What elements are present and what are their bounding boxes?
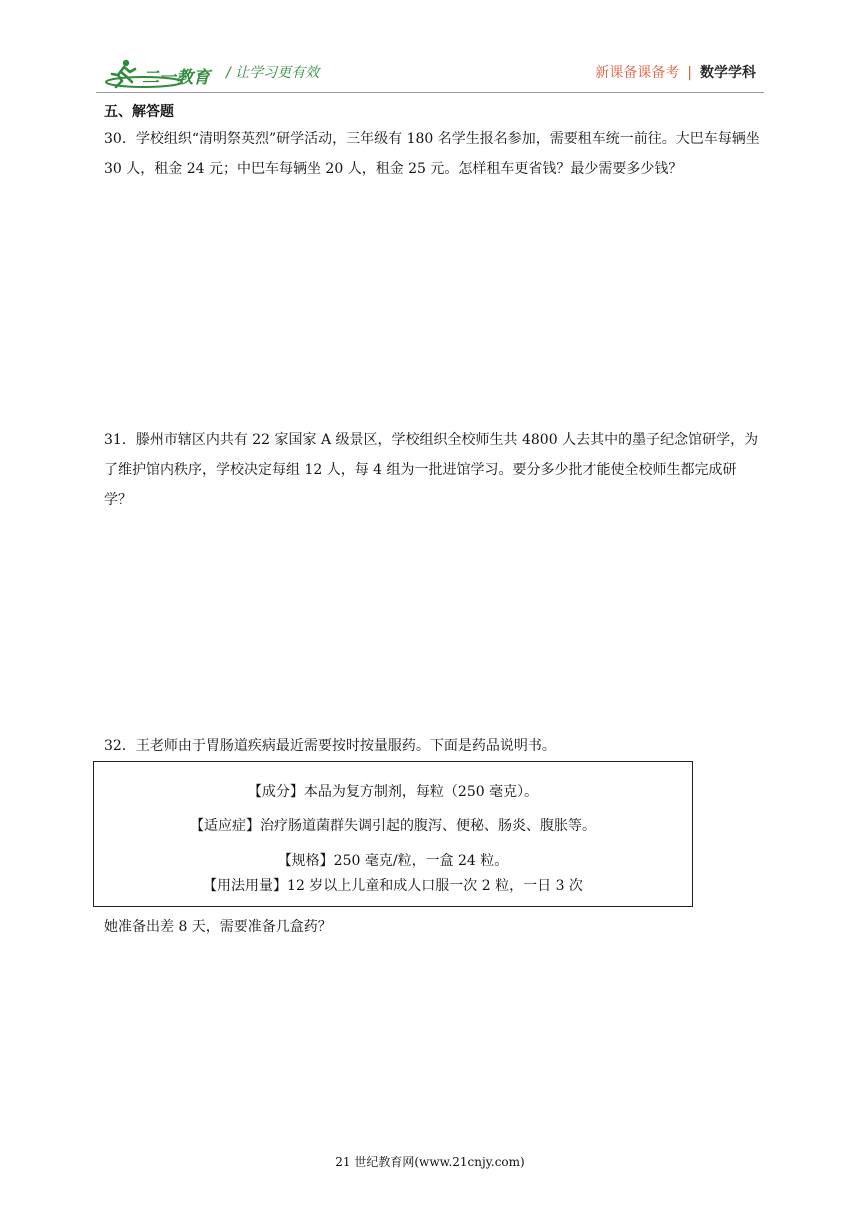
runner-logo-icon xyxy=(104,58,236,90)
medicine-specification: 【规格】250 毫克/粒，一盒 24 粒。 xyxy=(277,853,509,869)
page-footer: 21 世纪教育网(www.21cnjy.com) xyxy=(335,1155,525,1169)
medicine-ingredients: 【成分】本品为复方制剂，每粒（250 毫克）。 xyxy=(247,784,539,800)
medicine-dosage: 【用法用量】12 岁以上儿童和成人口服一次 2 粒，一日 3 次 xyxy=(203,878,583,894)
page-header xyxy=(96,52,764,92)
question-30: 30．学校组织“清明祭英烈”研学活动，三年级有 180 名学生报名参加，需要租车统一前往。大巴车每辆坐 30 人，租金 24 元；中巴车每辆坐 20 人，租金 25 元。怎样租车更省钱？最少需要多少钱？ xyxy=(104,131,760,177)
header-separator: | xyxy=(687,65,692,81)
logo xyxy=(104,58,236,90)
slogan: / 让学习更有效 xyxy=(226,65,320,81)
question-32-prompt: 她准备出差 8 天，需要准备几盒药？ xyxy=(104,919,332,935)
header-subtitle-left: 新课备课备考 xyxy=(595,65,680,81)
header-subtitle xyxy=(595,62,756,82)
header-divider xyxy=(96,92,764,93)
medicine-instructions-box xyxy=(93,761,693,907)
section-title: 五、解答题 xyxy=(104,104,174,120)
header-subtitle-right: 数学学科 xyxy=(700,65,756,81)
question-32-intro: 32．王老师由于胃肠道疾病最近需要按时按量服药。下面是药品说明书。 xyxy=(104,738,556,754)
question-31: 31．滕州市辖区内共有 22 家国家 A 级景区，学校组织全校师生共 4800 人去其中的墨子纪念馆研学，为了维护馆内秩序，学校决定每组 12 人，每 4 组为一批进馆学习。要分多少批才能使全校师生都完成研学？ xyxy=(104,432,759,508)
medicine-indications: 【适应症】治疗肠道菌群失调引起的腹泻、便秘、肠炎、腹胀等。 xyxy=(190,818,596,834)
logo-text: 二一教育 xyxy=(142,68,210,88)
